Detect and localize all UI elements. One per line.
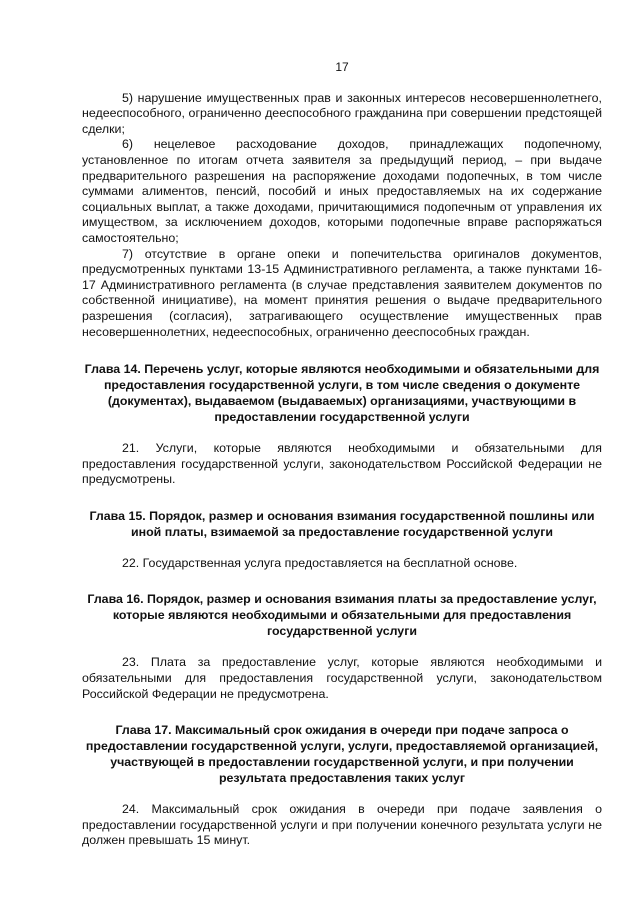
chapter-17-body: 24. Максимальный срок ожидания в очереди при подаче заявления о предоставлении государственной услуги и при получении конечного результата услуги не должен превышать 15 минут. (82, 802, 602, 848)
list-item-7: 7) отсутствие в органе опеки и попечительства оригиналов документов, предусмотренных пунктами 13-15 Административного регламента, а также пунктами 16-17 Административного регламента (в случае представления заявителем документов по собственной инициативе), на момент принятия решения о выдаче предварительного разрешения (согласия), затрагивающего осуществление имущественных прав несовершеннолетних, недееспособных, ограниченно дееспособных граждан. (82, 246, 602, 339)
chapter-15-heading: Глава 15. Порядок, размер и основания взимания государственной пошлины или иной платы, взимаемой за предоставление государственной услуги (89, 508, 595, 539)
chapter-14-body: 21. Услуги, которые являются необходимыми и обязательными для предоставления государственной услуги, законодательством Российской Федерации не предусмотрены. (82, 441, 602, 487)
chapter-16-heading: Глава 16. Порядок, размер и основания взимания платы за предоставление услуг, которые являются необходимыми и обязательными для предоставления государственной услуги (87, 592, 597, 639)
chapter-17-heading: Глава 17. Максимальный срок ожидания в очереди при подаче запроса о предоставлении государственной услуги, услуги, предоставляемой организацией, участвующей в предоставлении государственной услуги, и при получении результата предоставления таких услуг (85, 723, 599, 786)
chapter-16-body: 23. Плата за предоставление услуг, которые являются необходимыми и обязательными для предоставления государственной услуги, законодательством Российской Федерации не предусмотрена. (82, 655, 602, 701)
list-item-5: 5) нарушение имущественных прав и законных интересов несовершеннолетнего, недееспособного, ограниченно дееспособного гражданина при совершении предстоящей сделки; (82, 90, 602, 136)
page-number: 17 (335, 60, 349, 74)
list-item-6: 6) нецелевое расходование доходов, принадлежащих подопечному, установленное по итогам отчета заявителя за предыдущий период, – при выдаче предварительного разрешения на распоряжение доходами подопечных, в том числе суммами алиментов, пенсий, пособий и иных предоставляемых на их содержание социальных выплат, а также доходами, причитающимися подопечным от управления их имуществом, за исключением доходов, которыми подопечные вправе распоряжаться самостоятельно; (82, 137, 602, 245)
chapter-15-body: 22. Государственная услуга предоставляется на бесплатной основе. (122, 555, 518, 570)
document-page (82, 60, 602, 849)
chapter-14-heading: Глава 14. Перечень услуг, которые являются необходимыми и обязательными для предоставления государственной услуги, в том числе сведения о документе (документах), выдаваемом (выдаваемых) организациями, участвующими в предоставлении государственной услуги (84, 362, 600, 425)
